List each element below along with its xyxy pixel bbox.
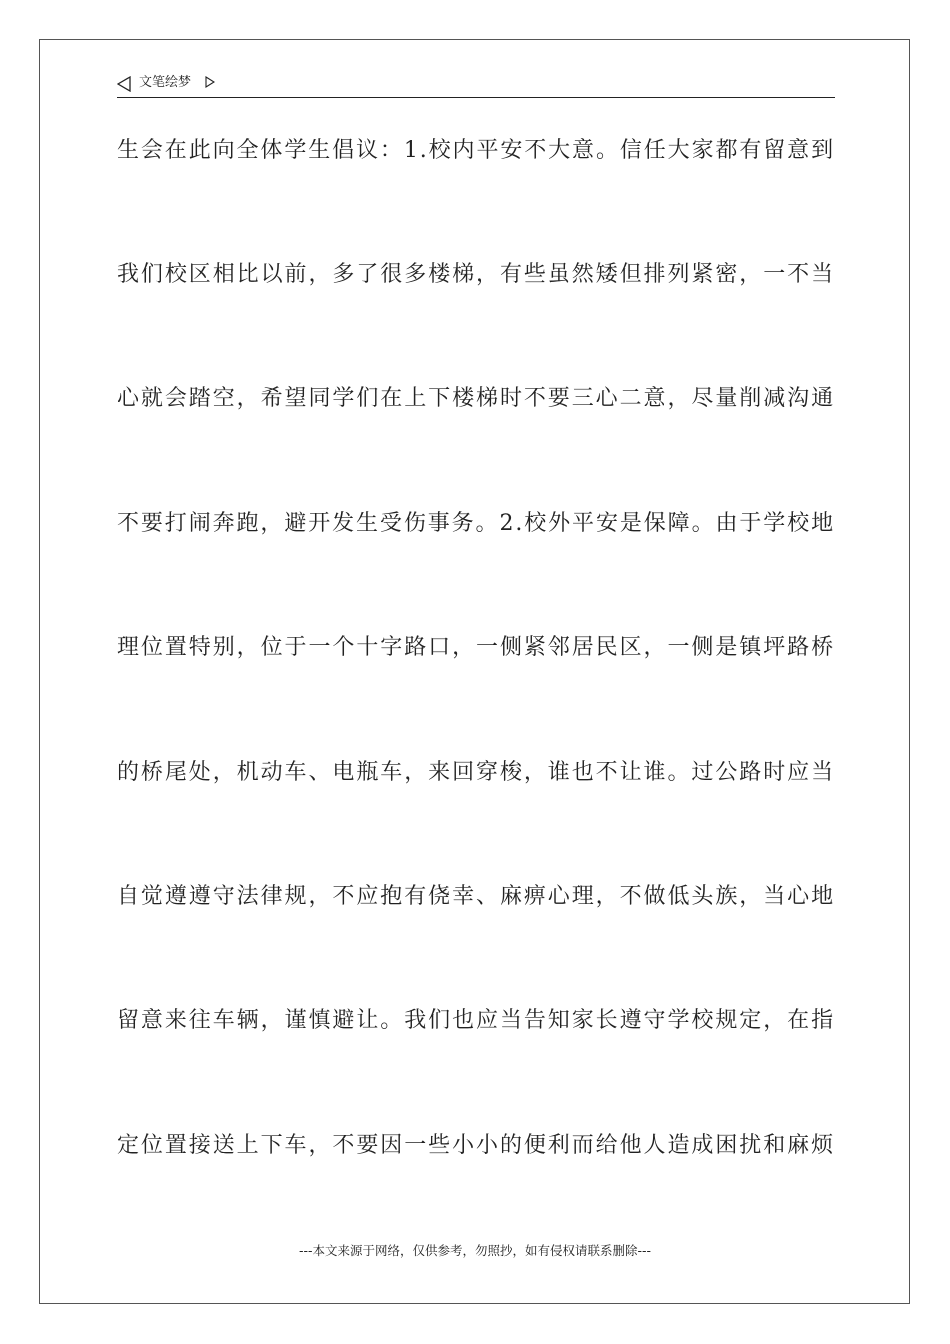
text-line: 留意来往车辆，谨慎避让。我们也应当告知家长遵守学校规定，在指 (117, 1008, 835, 1033)
triangle-right-outline-icon (205, 76, 215, 88)
text-line: 生会在此向全体学生倡议：1.校内平安不大意。信任大家都有留意到 (117, 138, 835, 163)
text-line: 的桥尾处，机动车、电瓶车，来回穿梭，谁也不让谁。过公路时应当 (117, 760, 835, 785)
triangle-left-outline-icon (117, 76, 131, 92)
text-line: 不要打闹奔跑，避开发生受伤事务。2.校外平安是保障。由于学校地 (117, 511, 835, 536)
page-header (117, 72, 835, 98)
text-line: 心就会踏空，希望同学们在上下楼梯时不要三心二意，尽量削减沟通 (117, 386, 835, 411)
page-frame (39, 39, 910, 1304)
footer-disclaimer: ---本文来源于网络，仅供参考，勿照抄，如有侵权请联系删除--- (298, 1243, 652, 1258)
header-title: 文笔绘梦 (139, 75, 192, 90)
text-line: 自觉遵遵守法律规，不应抱有侥幸、麻痹心理，不做低头族，当心地 (117, 884, 835, 909)
text-line: 理位置特别，位于一个十字路口，一侧紧邻居民区，一侧是镇坪路桥 (117, 635, 835, 660)
text-line: 定位置接送上下车，不要因一些小小的便利而给他人造成困扰和麻烦 (117, 1133, 835, 1158)
text-line: 我们校区相比以前，多了很多楼梯，有些虽然矮但排列紧密，一不当 (117, 262, 835, 287)
